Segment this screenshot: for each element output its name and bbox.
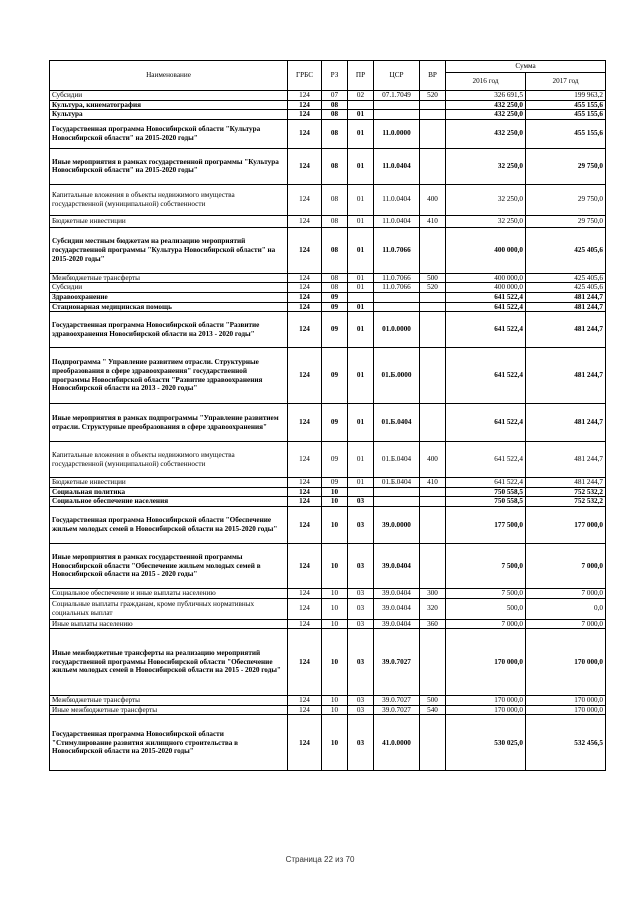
table-row — [50, 442, 606, 478]
cell-pr — [348, 100, 374, 110]
cell-y2016: 7 500,0 — [446, 543, 526, 588]
cell-grbs: 124 — [288, 715, 322, 771]
cell-rz: 10 — [322, 506, 348, 543]
cell-grbs: 124 — [288, 506, 322, 543]
cell-rz: 09 — [322, 478, 348, 488]
cell-csr: 01.Б.0000 — [374, 348, 420, 404]
cell-name: Стационарная медицинская помощь — [50, 302, 288, 312]
cell-csr: 39.0.0404 — [374, 588, 420, 598]
cell-y2016: 170 000,0 — [446, 705, 526, 715]
cell-y2016: 750 558,5 — [446, 497, 526, 507]
table-row — [50, 598, 606, 619]
cell-name: Здравоохранение — [50, 292, 288, 302]
cell-name: Субсидии — [50, 91, 288, 101]
cell-rz: 10 — [322, 619, 348, 629]
cell-csr: 01.0.0000 — [374, 312, 420, 348]
cell-pr: 01 — [348, 215, 374, 227]
cell-grbs: 124 — [288, 478, 322, 488]
cell-vr — [420, 497, 446, 507]
cell-pr — [348, 292, 374, 302]
cell-vr: 500 — [420, 273, 446, 283]
table-row — [50, 588, 606, 598]
header-2016: 2016 год — [446, 73, 526, 91]
cell-y2017: 752 532,2 — [526, 487, 606, 497]
table-row — [50, 629, 606, 696]
cell-y2017: 0,0 — [526, 598, 606, 619]
cell-vr: 540 — [420, 705, 446, 715]
cell-vr: 320 — [420, 598, 446, 619]
cell-rz: 09 — [322, 404, 348, 442]
cell-pr: 01 — [348, 478, 374, 488]
cell-y2017: 425 405,6 — [526, 227, 606, 273]
cell-vr — [420, 100, 446, 110]
cell-y2017: 481 244,7 — [526, 478, 606, 488]
cell-pr: 01 — [348, 404, 374, 442]
cell-csr: 11.0.7066 — [374, 273, 420, 283]
cell-rz: 10 — [322, 588, 348, 598]
cell-pr: 03 — [348, 598, 374, 619]
cell-csr — [374, 487, 420, 497]
cell-pr: 03 — [348, 588, 374, 598]
cell-y2016: 432 250,0 — [446, 119, 526, 148]
cell-vr: 410 — [420, 215, 446, 227]
cell-pr: 03 — [348, 543, 374, 588]
cell-rz: 10 — [322, 487, 348, 497]
budget-table — [49, 60, 606, 771]
cell-vr — [420, 110, 446, 120]
cell-csr: 11.0.0404 — [374, 215, 420, 227]
cell-name: Культура, кинематография — [50, 100, 288, 110]
table-row — [50, 696, 606, 706]
table-row — [50, 506, 606, 543]
table-row — [50, 119, 606, 148]
cell-pr: 03 — [348, 506, 374, 543]
cell-grbs: 124 — [288, 100, 322, 110]
cell-rz: 09 — [322, 348, 348, 404]
cell-grbs: 124 — [288, 619, 322, 629]
table-row — [50, 283, 606, 293]
cell-y2016: 400 000,0 — [446, 227, 526, 273]
table-row — [50, 91, 606, 101]
cell-csr: 11.0.7066 — [374, 283, 420, 293]
cell-name: Бюджетные инвестиции — [50, 215, 288, 227]
cell-pr: 03 — [348, 629, 374, 696]
cell-pr: 01 — [348, 283, 374, 293]
cell-y2016: 170 000,0 — [446, 696, 526, 706]
cell-pr: 01 — [348, 312, 374, 348]
cell-name: Государственная программа Новосибирской области "Развитие здравоохранения Новосибирской области на 2013 - 2020 годы" — [50, 312, 288, 348]
cell-vr — [420, 148, 446, 184]
table-row — [50, 215, 606, 227]
cell-y2016: 32 250,0 — [446, 148, 526, 184]
cell-rz: 09 — [322, 292, 348, 302]
cell-pr: 03 — [348, 696, 374, 706]
cell-vr: 400 — [420, 442, 446, 478]
cell-y2016: 750 558,5 — [446, 487, 526, 497]
cell-y2017: 455 155,6 — [526, 110, 606, 120]
table-row — [50, 404, 606, 442]
cell-vr — [420, 715, 446, 771]
cell-csr: 39.0.0404 — [374, 598, 420, 619]
cell-name: Капитальные вложения в объекты недвижимого имущества государственной (муниципальной) собственности — [50, 442, 288, 478]
cell-grbs: 124 — [288, 184, 322, 215]
cell-vr — [420, 487, 446, 497]
cell-csr: 07.1.7049 — [374, 91, 420, 101]
cell-pr: 01 — [348, 184, 374, 215]
cell-rz: 08 — [322, 148, 348, 184]
cell-rz: 10 — [322, 598, 348, 619]
cell-csr: 11.0.0000 — [374, 119, 420, 148]
cell-vr: 400 — [420, 184, 446, 215]
cell-vr — [420, 506, 446, 543]
cell-grbs: 124 — [288, 497, 322, 507]
cell-name: Иные выплаты населению — [50, 619, 288, 629]
table-row — [50, 497, 606, 507]
cell-pr: 01 — [348, 273, 374, 283]
cell-csr: 01.Б.0404 — [374, 404, 420, 442]
cell-vr — [420, 543, 446, 588]
header-vr: ВР — [420, 61, 446, 91]
cell-name: Культура — [50, 110, 288, 120]
table-row — [50, 184, 606, 215]
cell-y2017: 481 244,7 — [526, 348, 606, 404]
cell-name: Иные мероприятия в рамках подпрограммы "Управление развитием отрасли. Структурные преобразования в сфере здравоохранения" — [50, 404, 288, 442]
cell-pr: 01 — [348, 348, 374, 404]
cell-grbs: 124 — [288, 588, 322, 598]
cell-y2016: 500,0 — [446, 598, 526, 619]
cell-csr: 41.0.0000 — [374, 715, 420, 771]
cell-y2017: 170 000,0 — [526, 629, 606, 696]
cell-rz: 08 — [322, 110, 348, 120]
cell-name: Иные межбюджетные трансферты на реализацию мероприятий государственной программы Новосибирской области "Обеспечение жильем молодых семей в Новосибирской области на 2015 - 2020 годы" — [50, 629, 288, 696]
header-name: Наименование — [50, 61, 288, 91]
cell-y2017: 170 000,0 — [526, 696, 606, 706]
cell-grbs: 124 — [288, 215, 322, 227]
cell-grbs: 124 — [288, 283, 322, 293]
cell-rz: 08 — [322, 227, 348, 273]
cell-y2017: 455 155,6 — [526, 100, 606, 110]
header-csr: ЦСР — [374, 61, 420, 91]
cell-vr — [420, 629, 446, 696]
header-sum: Сумма — [446, 61, 606, 73]
cell-csr — [374, 302, 420, 312]
header-grbs: ГРБС — [288, 61, 322, 91]
table-row — [50, 110, 606, 120]
cell-y2016: 641 522,4 — [446, 478, 526, 488]
cell-pr: 01 — [348, 119, 374, 148]
table-row — [50, 487, 606, 497]
cell-csr: 39.0.0000 — [374, 506, 420, 543]
cell-name: Государственная программа Новосибирской области "Культура Новосибирской области" на 2015-2020 годы" — [50, 119, 288, 148]
cell-pr: 03 — [348, 705, 374, 715]
header-pr: ПР — [348, 61, 374, 91]
cell-rz: 10 — [322, 543, 348, 588]
cell-y2016: 641 522,4 — [446, 312, 526, 348]
cell-vr — [420, 292, 446, 302]
table-row — [50, 312, 606, 348]
cell-name: Социальные выплаты гражданам, кроме публичных нормативных социальных выплат — [50, 598, 288, 619]
cell-vr — [420, 404, 446, 442]
table-row — [50, 148, 606, 184]
cell-y2017: 29 750,0 — [526, 184, 606, 215]
cell-grbs: 124 — [288, 442, 322, 478]
cell-name: Межбюджетные трансферты — [50, 273, 288, 283]
cell-grbs: 124 — [288, 119, 322, 148]
cell-name: Иные мероприятия в рамках государственной программы "Культура Новосибирской области" на 2015-2020 годы" — [50, 148, 288, 184]
table-row — [50, 478, 606, 488]
cell-y2017: 29 750,0 — [526, 148, 606, 184]
cell-csr: 11.0.0404 — [374, 184, 420, 215]
cell-y2016: 641 522,4 — [446, 292, 526, 302]
table-row — [50, 705, 606, 715]
cell-vr — [420, 312, 446, 348]
cell-rz: 10 — [322, 696, 348, 706]
cell-y2017: 455 155,6 — [526, 119, 606, 148]
cell-rz: 08 — [322, 100, 348, 110]
cell-pr: 03 — [348, 619, 374, 629]
cell-csr: 11.0.7066 — [374, 227, 420, 273]
cell-csr: 39.0.0404 — [374, 619, 420, 629]
cell-grbs: 124 — [288, 312, 322, 348]
cell-y2016: 400 000,0 — [446, 273, 526, 283]
cell-y2017: 7 000,0 — [526, 619, 606, 629]
cell-rz: 08 — [322, 184, 348, 215]
cell-name: Межбюджетные трансферты — [50, 696, 288, 706]
cell-y2017: 425 405,6 — [526, 273, 606, 283]
cell-y2016: 170 000,0 — [446, 629, 526, 696]
cell-grbs: 124 — [288, 598, 322, 619]
cell-vr: 520 — [420, 283, 446, 293]
cell-rz: 09 — [322, 302, 348, 312]
cell-y2016: 400 000,0 — [446, 283, 526, 293]
cell-grbs: 124 — [288, 148, 322, 184]
cell-name: Капитальные вложения в объекты недвижимого имущества государственной (муниципальной) собственности — [50, 184, 288, 215]
cell-rz: 08 — [322, 119, 348, 148]
cell-name: Подпрограмма " Управление развитием отрасли. Структурные преобразования в сфере здравоохранения" государственной программы Новосибирской области "Развитие здравоохранения Новосибирской области на 2013 - 2020 годы" — [50, 348, 288, 404]
cell-grbs: 124 — [288, 273, 322, 283]
cell-grbs: 124 — [288, 302, 322, 312]
cell-name: Бюджетные инвестиции — [50, 478, 288, 488]
cell-y2016: 530 025,0 — [446, 715, 526, 771]
cell-csr: 39.0.7027 — [374, 705, 420, 715]
table-row — [50, 348, 606, 404]
cell-y2016: 32 250,0 — [446, 184, 526, 215]
cell-y2017: 532 456,5 — [526, 715, 606, 771]
cell-vr: 520 — [420, 91, 446, 101]
cell-pr: 01 — [348, 302, 374, 312]
table-row — [50, 227, 606, 273]
cell-y2017: 481 244,7 — [526, 302, 606, 312]
cell-grbs: 124 — [288, 543, 322, 588]
cell-y2016: 32 250,0 — [446, 215, 526, 227]
cell-y2017: 177 000,0 — [526, 506, 606, 543]
cell-y2017: 481 244,7 — [526, 404, 606, 442]
cell-y2017: 7 000,0 — [526, 543, 606, 588]
cell-pr: 03 — [348, 497, 374, 507]
cell-rz: 10 — [322, 629, 348, 696]
cell-rz: 10 — [322, 705, 348, 715]
cell-y2016: 432 250,0 — [446, 100, 526, 110]
cell-rz: 08 — [322, 215, 348, 227]
cell-y2017: 199 963,2 — [526, 91, 606, 101]
cell-vr — [420, 348, 446, 404]
page-number: Страница 22 из 70 — [285, 855, 355, 864]
cell-y2017: 481 244,7 — [526, 442, 606, 478]
cell-grbs: 124 — [288, 404, 322, 442]
cell-csr — [374, 497, 420, 507]
cell-grbs: 124 — [288, 292, 322, 302]
table-row — [50, 292, 606, 302]
cell-vr — [420, 302, 446, 312]
cell-name: Иные мероприятия в рамках государственной программы Новосибирской области "Обеспечение жильем молодых семей в Новосибирской области на 2015 - 2020 годы" — [50, 543, 288, 588]
cell-rz: 09 — [322, 442, 348, 478]
cell-grbs: 124 — [288, 348, 322, 404]
cell-csr: 01.Б.0404 — [374, 478, 420, 488]
cell-name: Социальное обеспечение населения — [50, 497, 288, 507]
cell-pr: 01 — [348, 442, 374, 478]
cell-csr: 39.0.0404 — [374, 543, 420, 588]
cell-y2016: 641 522,4 — [446, 404, 526, 442]
cell-y2016: 641 522,4 — [446, 302, 526, 312]
table-row — [50, 302, 606, 312]
cell-pr: 01 — [348, 148, 374, 184]
cell-rz: 08 — [322, 283, 348, 293]
cell-pr: 01 — [348, 227, 374, 273]
cell-name: Субсидии местным бюджетам на реализацию мероприятий государственной программы "Культура Новосибирской области" на 2015-2020 годы" — [50, 227, 288, 273]
table-body — [50, 91, 606, 771]
cell-csr: 39.0.7027 — [374, 696, 420, 706]
cell-name: Государственная программа Новосибирской области "Обеспечение жильем молодых семей в Новосибирской области на 2015-2020 годы" — [50, 506, 288, 543]
cell-pr — [348, 487, 374, 497]
cell-name: Социальная политика — [50, 487, 288, 497]
cell-rz: 09 — [322, 312, 348, 348]
cell-grbs: 124 — [288, 91, 322, 101]
cell-name: Социальное обеспечение и иные выплаты населению — [50, 588, 288, 598]
cell-y2017: 170 000,0 — [526, 705, 606, 715]
table-row — [50, 715, 606, 771]
cell-y2016: 7 000,0 — [446, 619, 526, 629]
table-row — [50, 273, 606, 283]
cell-name: Иные межбюджетные трансферты — [50, 705, 288, 715]
cell-grbs: 124 — [288, 110, 322, 120]
cell-vr: 360 — [420, 619, 446, 629]
cell-y2016: 641 522,4 — [446, 348, 526, 404]
cell-grbs: 124 — [288, 629, 322, 696]
cell-name: Субсидии — [50, 283, 288, 293]
cell-y2017: 481 244,7 — [526, 292, 606, 302]
cell-name: Государственная программа Новосибирской области "Стимулирование развития жилищного строительства в Новосибирской области на 2015-2020 годы" — [50, 715, 288, 771]
table-row — [50, 100, 606, 110]
cell-rz: 08 — [322, 273, 348, 283]
cell-vr — [420, 227, 446, 273]
cell-y2017: 752 532,2 — [526, 497, 606, 507]
cell-vr: 410 — [420, 478, 446, 488]
cell-vr: 300 — [420, 588, 446, 598]
cell-y2017: 481 244,7 — [526, 312, 606, 348]
cell-grbs: 124 — [288, 696, 322, 706]
cell-grbs: 124 — [288, 705, 322, 715]
cell-y2016: 326 691,5 — [446, 91, 526, 101]
cell-y2016: 177 500,0 — [446, 506, 526, 543]
cell-y2017: 7 000,0 — [526, 588, 606, 598]
cell-csr: 01.Б.0404 — [374, 442, 420, 478]
cell-y2016: 641 522,4 — [446, 442, 526, 478]
cell-csr — [374, 110, 420, 120]
cell-y2016: 7 500,0 — [446, 588, 526, 598]
cell-rz: 07 — [322, 91, 348, 101]
table-row — [50, 543, 606, 588]
cell-vr — [420, 119, 446, 148]
header-rz: РЗ — [322, 61, 348, 91]
cell-rz: 10 — [322, 497, 348, 507]
cell-grbs: 124 — [288, 487, 322, 497]
cell-csr: 11.0.0404 — [374, 148, 420, 184]
cell-pr: 02 — [348, 91, 374, 101]
cell-y2017: 425 405,6 — [526, 283, 606, 293]
cell-pr: 01 — [348, 110, 374, 120]
cell-pr: 03 — [348, 715, 374, 771]
table-row — [50, 619, 606, 629]
cell-csr: 39.0.7027 — [374, 629, 420, 696]
cell-y2016: 432 250,0 — [446, 110, 526, 120]
cell-rz: 10 — [322, 715, 348, 771]
cell-vr: 500 — [420, 696, 446, 706]
header-2017: 2017 год — [526, 73, 606, 91]
cell-y2017: 29 750,0 — [526, 215, 606, 227]
cell-csr — [374, 292, 420, 302]
cell-grbs: 124 — [288, 227, 322, 273]
cell-csr — [374, 100, 420, 110]
